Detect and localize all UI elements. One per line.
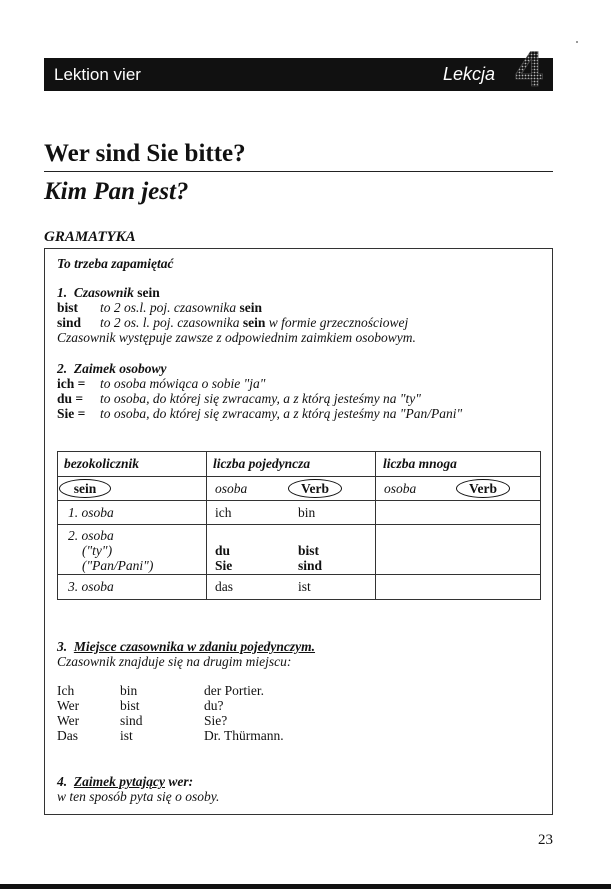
row-1-pronoun: ich bbox=[215, 505, 232, 520]
row-3-pronoun: das bbox=[215, 579, 233, 594]
point-1-line-bist-desc: to 2 os.l. poj. czasownika sein bbox=[100, 300, 263, 315]
example-1-rest: der Portier. bbox=[204, 683, 264, 698]
row-2-pronoun-du: du bbox=[215, 543, 231, 558]
lesson-title-polish: Lekcja bbox=[442, 64, 495, 84]
page-number: 23 bbox=[538, 832, 553, 848]
table-header-singular: liczba pojedyncza bbox=[213, 456, 311, 471]
pronoun-du-desc: to osoba, do której się zwracamy, a z którą jesteśmy na "ty" bbox=[100, 391, 421, 406]
point-1-line-sind: sind bbox=[57, 315, 82, 330]
plural-verb-label: Verb bbox=[468, 481, 497, 496]
scan-speck bbox=[576, 41, 578, 43]
table-header-plural: liczba mnoga bbox=[383, 456, 457, 471]
example-1-verb: bin bbox=[120, 683, 138, 698]
example-3-verb: sind bbox=[120, 713, 143, 728]
lesson-header-bar bbox=[44, 44, 553, 91]
row-2-sub-pan: ("Pan/Pani") bbox=[82, 558, 154, 573]
page-title-german: Wer sind Sie bitte? bbox=[44, 140, 246, 167]
pronoun-sie-desc: to osoba, do której się zwracamy, a z którą jesteśmy na "Pan/Pani" bbox=[100, 406, 463, 421]
pronoun-sie: Sie = bbox=[57, 406, 86, 421]
row-2-sub-ty: ("ty") bbox=[82, 543, 113, 558]
singular-verb-label: Verb bbox=[300, 481, 329, 496]
row-2-verb-sind: sind bbox=[298, 558, 323, 573]
point-4-note: w ten sposób pyta się o osoby. bbox=[57, 789, 220, 804]
row-1-label: 1. osoba bbox=[68, 505, 114, 520]
row-2-verb-bist: bist bbox=[298, 543, 320, 558]
point-4-heading: 4. Zaimek pytający wer: bbox=[57, 774, 194, 789]
table-header-infinitive: bezokolicznik bbox=[64, 456, 140, 471]
lesson-number-graphic bbox=[509, 44, 549, 90]
example-4-subject: Das bbox=[57, 728, 78, 743]
example-4-rest: Dr. Thürmann. bbox=[204, 728, 284, 743]
pronoun-ich: ich = bbox=[57, 376, 86, 391]
box-title: To trzeba zapamiętać bbox=[57, 256, 174, 271]
title-divider bbox=[44, 171, 553, 172]
plural-verb-oval bbox=[456, 479, 510, 498]
infinitive-oval bbox=[59, 479, 111, 498]
point-1-line-bist: bist bbox=[57, 300, 79, 315]
point-2-heading: 2. Zaimek osobowy bbox=[57, 361, 167, 376]
plural-osoba: osoba bbox=[384, 481, 417, 496]
singular-osoba: osoba bbox=[215, 481, 248, 496]
row-2-pronoun-sie: Sie bbox=[215, 558, 233, 573]
example-2-rest: du? bbox=[204, 698, 224, 713]
lesson-number: 4 bbox=[515, 44, 543, 90]
conjugation-table bbox=[57, 451, 541, 600]
infinitive-sein: sein bbox=[73, 481, 97, 496]
point-3-heading: 3. Miejsce czasownika w zdaniu pojedynczym. bbox=[57, 639, 316, 654]
example-4-verb: ist bbox=[120, 728, 133, 743]
example-3-rest: Sie? bbox=[204, 713, 228, 728]
row-1-verb: bin bbox=[298, 505, 316, 520]
pronoun-ich-desc: to osoba mówiąca o sobie "ja" bbox=[100, 376, 266, 391]
point-1-line-sind-desc: to 2 os. l. poj. czasownika sein w formie grzecznościowej bbox=[100, 315, 409, 330]
section-heading: GRAMATYKA bbox=[44, 229, 136, 245]
point-1-heading: 1. Czasownik sein bbox=[57, 285, 160, 300]
lesson-title-german: Lektion vier bbox=[54, 65, 141, 84]
pronoun-du: du = bbox=[57, 391, 84, 406]
example-2-subject: Wer bbox=[57, 698, 80, 713]
row-3-label: 3. osoba bbox=[68, 579, 114, 594]
page-title-polish: Kim Pan jest? bbox=[44, 178, 189, 205]
example-1-subject: Ich bbox=[57, 683, 75, 698]
row-2-label: 2. osoba bbox=[68, 528, 114, 543]
point-3-note: Czasownik znajduje się na drugim miejscu: bbox=[57, 654, 292, 669]
bottom-edge-rule bbox=[0, 884, 611, 889]
singular-verb-oval bbox=[288, 479, 342, 498]
example-2-verb: bist bbox=[120, 698, 140, 713]
example-3-subject: Wer bbox=[57, 713, 80, 728]
row-3-verb: ist bbox=[298, 579, 311, 594]
point-1-note: Czasownik występuje zawsze z odpowiednim zaimkiem osobowym. bbox=[57, 330, 416, 345]
